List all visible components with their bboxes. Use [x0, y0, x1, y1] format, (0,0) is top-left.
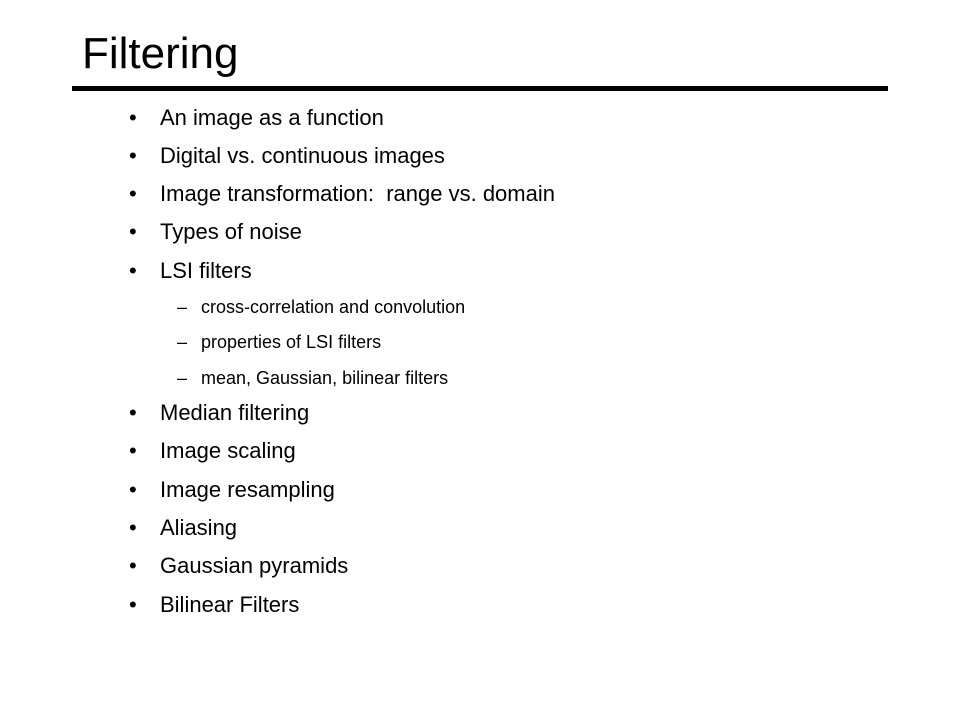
bullet-mark: • [129, 592, 137, 617]
title-underline [72, 86, 888, 91]
bullet-mark: • [129, 143, 137, 168]
bullet-text: Bilinear Filters [160, 592, 300, 617]
sub-bullet-mark: – [177, 332, 188, 352]
bullet-mark: • [129, 105, 137, 130]
bullet-text: Digital vs. continuous images [160, 143, 445, 168]
slide-title: Filtering [82, 29, 239, 78]
bullet-text: Image transformation: range vs. domain [160, 181, 555, 206]
bullet-text: Aliasing [160, 515, 238, 540]
bullet-mark: • [129, 219, 137, 244]
bullet-text: Types of noise [160, 219, 302, 244]
bullet-text: Image scaling [160, 438, 296, 463]
bullet-text: Image resampling [160, 477, 335, 502]
sub-bullet-text: cross-correlation and convolution [201, 297, 466, 317]
bullet-mark: • [129, 181, 137, 206]
sub-bullet-text: mean, Gaussian, bilinear filters [201, 368, 449, 388]
bullet-text: Median filtering [160, 400, 310, 425]
sub-bullet-text: properties of LSI filters [201, 332, 382, 352]
bullet-text: LSI filters [160, 258, 252, 283]
bullet-mark: • [129, 258, 137, 283]
bullet-mark: • [129, 400, 137, 425]
bullet-text: Gaussian pyramids [160, 553, 349, 578]
bullet-text: An image as a function [160, 105, 384, 130]
bullet-mark: • [129, 553, 137, 578]
sub-bullet-mark: – [177, 368, 188, 388]
bullet-mark: • [129, 438, 137, 463]
sub-bullet-mark: – [177, 297, 188, 317]
bullet-mark: • [129, 515, 137, 540]
bullet-mark: • [129, 477, 137, 502]
